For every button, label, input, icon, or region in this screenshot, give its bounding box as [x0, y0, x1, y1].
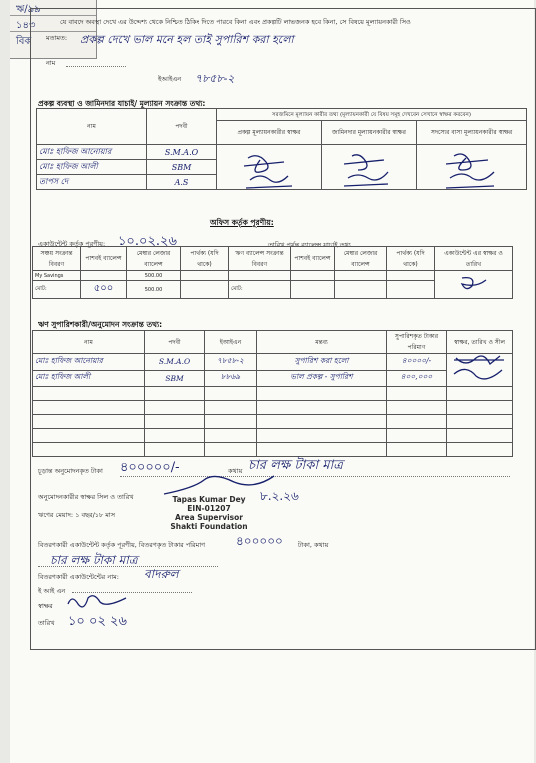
eval-row3-post: A.S: [147, 175, 217, 190]
col-post: পদবী: [147, 109, 217, 145]
header-right: সরজমিনে মূল্যায়ন কারীর তথ্য (মূল্যায়নকারী যে বিষয় সমূহ দেখবেন সেখানে স্বাক্ষর করবেন): [217, 109, 527, 121]
rec-empty: [447, 429, 513, 443]
eval-row3-name: তাপস দে: [37, 175, 147, 190]
name-line: [66, 66, 126, 67]
rec-empty: [33, 415, 145, 429]
intro-text: যে বাবদে অবস্থা দেখে এর উদ্দেশ্য থেকে নিশ্চিত ঠিকিং দিতে পারবে কিনা এবং প্রকল্পটি লাভজনক হবে কিনা, সে বিষয়ে মূল্যায়নকারী সিও: [60, 18, 411, 26]
rec-r2-ein: ৮৮৬৯: [205, 370, 257, 387]
rec-empty: [447, 387, 513, 401]
rec-h-name: নাম: [33, 331, 145, 354]
recommendation-table: [32, 330, 513, 457]
rec-empty: [33, 387, 145, 401]
disburse-amount-handwritten: ৪০০০০০: [236, 534, 283, 548]
stamp-ein: EIN-01207: [187, 504, 231, 513]
col-project-eval: প্রকল্প মূল্যায়নকারীর স্বাক্ষর: [217, 121, 322, 145]
words-line: [38, 566, 218, 567]
bal-h5: ঋণ ব্যালেন্স সংক্রান্ত বিবরণ: [229, 247, 291, 271]
rec-empty: [387, 429, 447, 443]
rec-empty: [33, 429, 145, 443]
rec-h-comment: মন্তব্য: [257, 331, 387, 354]
rec-r1-amount: ৪০০০০/-: [387, 354, 447, 371]
approver-date-handwritten: ৮.২.২৬: [260, 489, 299, 503]
rec-empty: [257, 387, 387, 401]
disburse-date-handwritten: ১০ ০২ ২৬: [68, 614, 127, 629]
tab-line2: ১৪৩: [10, 18, 96, 32]
disburser-name-label: বিতরণকারী একাউন্টেন্টের নাম:: [38, 573, 119, 581]
disburse-label: বিতরণকারী একাউন্টেন্ট কর্তৃক পূরণীয়, বিতরণকৃত টাকার পরিমাণ: [38, 541, 206, 549]
section3-title: ঋণ সুপারিশকারী/অনুমোদন সংক্রান্ত তথ্য:: [38, 320, 163, 329]
bal-r2-c7: [335, 281, 387, 299]
evaluator-signatures: [240, 150, 530, 198]
rec-empty: [257, 443, 387, 457]
rec-empty: [33, 401, 145, 415]
loan-total-label: মোট:: [229, 281, 291, 299]
rec-empty: [205, 401, 257, 415]
tab-line1: ঋ/৯৯: [10, 2, 96, 16]
rec-h-post: পদবী: [145, 331, 205, 354]
section1-title: প্রকল্প ব্যবস্থা ও জামিনদার যাচাই/ মূল্যায়ন সংক্রান্ত তথ্য:: [38, 99, 206, 108]
approver-label: অনুমোদনকারীর স্বাক্ষর সিল ও তারিখ: [38, 493, 134, 501]
bal-h2: পাশবই ব্যালেন্স: [81, 247, 127, 271]
rec-empty: [145, 429, 205, 443]
rec-empty: [33, 443, 145, 457]
accountant-signature-cell: [435, 271, 513, 299]
approved-amount-handwritten: ৪০০০০০/-: [120, 460, 180, 475]
rec-empty: [257, 401, 387, 415]
opinion-label: মতামত:: [46, 34, 68, 42]
recommender-signatures: [450, 354, 510, 384]
disburser-name-handwritten: বাদরুল: [144, 567, 179, 581]
rec-r1-ein: ৭৮৫৮-২: [205, 354, 257, 371]
rec-empty: [205, 387, 257, 401]
rec-empty: [257, 429, 387, 443]
total-ledger: 500.00: [127, 281, 181, 299]
bal-r2-c8: [387, 281, 435, 299]
ein-handwritten: ৭৮৫৮-২: [195, 72, 235, 85]
stamp-org: Shakti Foundation: [170, 522, 248, 531]
rec-empty: [387, 415, 447, 429]
bal-r1-c8: [387, 271, 435, 281]
rec-empty: [257, 415, 387, 429]
rec-empty: [205, 429, 257, 443]
balance-table: [32, 246, 513, 299]
stamp-name: Tapas Kumar Dey: [172, 495, 246, 504]
approved-amount-label: চূড়ান্ত অনুমোদনকৃত টাকা: [38, 467, 103, 475]
bal-r1-c2: [81, 271, 127, 281]
bal-h3: মেম্বার লেজার ব্যালেন্স: [127, 247, 181, 271]
bal-r2-c4: [181, 281, 229, 299]
bal-h7: মেম্বার লেজার ব্যালেন্স: [335, 247, 387, 271]
accountant-label: একাউন্টেন্ট কর্তৃক পূরণীয়:: [38, 240, 106, 248]
disburser-ein-label: ই আই এন: [38, 587, 66, 595]
bal-h4: পার্থক্য (যদি থাকে): [181, 247, 229, 271]
rec-empty: [387, 443, 447, 457]
rec-h-sign: স্বাক্ষর, তারিখ ও সীল: [447, 331, 513, 354]
bal-h6: পাশবই ব্যালেন্স: [291, 247, 335, 271]
check-date-handwritten: ১০.০২.২৬: [118, 234, 177, 249]
rec-h-ein: ইআইএন: [205, 331, 257, 354]
rec-r2-comment: ভাল প্রকল্প - সুপারিশ: [257, 370, 387, 387]
bal-r1-c7: [335, 271, 387, 281]
rec-empty: [387, 387, 447, 401]
disburser-signature: [62, 590, 132, 612]
col-house-eval: সদস্যের বাসা মূল্যায়নকারীর স্বাক্ষর: [417, 121, 527, 145]
rec-empty: [205, 443, 257, 457]
approved-words-handwritten: চার লক্ষ টাকা মাত্র: [248, 458, 343, 473]
bal-r2-c6: [291, 281, 335, 299]
disburse-words-handwritten: চার লক্ষ টাকা মাত্র: [50, 553, 138, 567]
name-label: নাম: [46, 59, 56, 67]
rec-r1-comment: সুপারিশ করা হলো: [257, 354, 387, 371]
savings-label: My Savings: [33, 271, 81, 281]
rec-empty: [447, 415, 513, 429]
form-page: [10, 0, 534, 763]
eval-row1-name: মোঃ হাফিজ আনোয়ার: [37, 145, 147, 160]
total-passbook: ৫০০: [81, 281, 127, 299]
tab-line3: বিক: [16, 36, 32, 47]
approver-stamp: [154, 495, 264, 531]
rec-r1-name: মোঃ হাফিজ আনোয়ার: [33, 354, 145, 371]
loan-term-label: ঋণের মেয়াদ: ১ বছর/১৮ মাস: [38, 511, 116, 519]
disburse-date-label: তারিখ: [38, 619, 55, 627]
savings-ledger: 500.00: [127, 271, 181, 281]
words-label: কথায়: [228, 467, 243, 475]
bal-h1: সঞ্চয় সংক্রান্ত বিবরণ: [33, 247, 81, 271]
rec-empty: [447, 401, 513, 415]
total-label: মোট:: [33, 281, 81, 299]
rec-h-amount: সুপারিশকৃত টাকার পরিমাণ: [387, 331, 447, 354]
accountant-signature: [454, 274, 494, 294]
bal-r1-c5: [229, 271, 291, 281]
bal-r1-c6: [291, 271, 335, 281]
rec-signature-cell: [447, 354, 513, 387]
opinion-handwritten: প্রকল্প দেখে ভাল মনে হল তাই সুপারিশ করা হলো: [80, 33, 294, 46]
bal-r1-c4: [181, 271, 229, 281]
rec-empty: [145, 415, 205, 429]
rec-empty: [387, 401, 447, 415]
bal-h8: পার্থক্য (যদি থাকে): [387, 247, 435, 271]
ein-label: ইআইএন: [158, 75, 182, 83]
bal-h9: একাউন্টেন্ট এর স্বাক্ষর ও তারিখ: [435, 247, 513, 271]
eval-row2-name: মোঃ হাফিজ আলী: [37, 160, 147, 175]
rec-r2-post: SBM: [145, 370, 205, 387]
rec-r2-name: মোঃ হাফিজ আলী: [33, 370, 145, 387]
rec-empty: [447, 443, 513, 457]
rec-empty: [145, 401, 205, 415]
balance-check-label: তারিখ পর্যন্ত ব্যালেন্স যাচাই তথ্য: [268, 241, 351, 249]
col-name: নাম: [37, 109, 147, 145]
disburser-sign-label: স্বাক্ষর: [38, 602, 53, 610]
rec-r2-amount: ৪০০,০০০: [387, 370, 447, 387]
section2-title: অফিস কর্তৃক পূরণীয়:: [210, 218, 274, 227]
eval-row1-post: S.M.A.O: [147, 145, 217, 160]
rec-r1-post: S.M.A.O: [145, 354, 205, 371]
rec-empty: [205, 415, 257, 429]
rec-empty: [145, 387, 205, 401]
rec-empty: [145, 443, 205, 457]
disburse-words-label: টাকা, কথায়: [298, 541, 329, 549]
eval-row2-post: SBM: [147, 160, 217, 175]
col-guarantor-eval: জামিনদার মূল্যায়নকারীর স্বাক্ষর: [322, 121, 417, 145]
stamp-role: Area Supervisor: [175, 513, 243, 522]
